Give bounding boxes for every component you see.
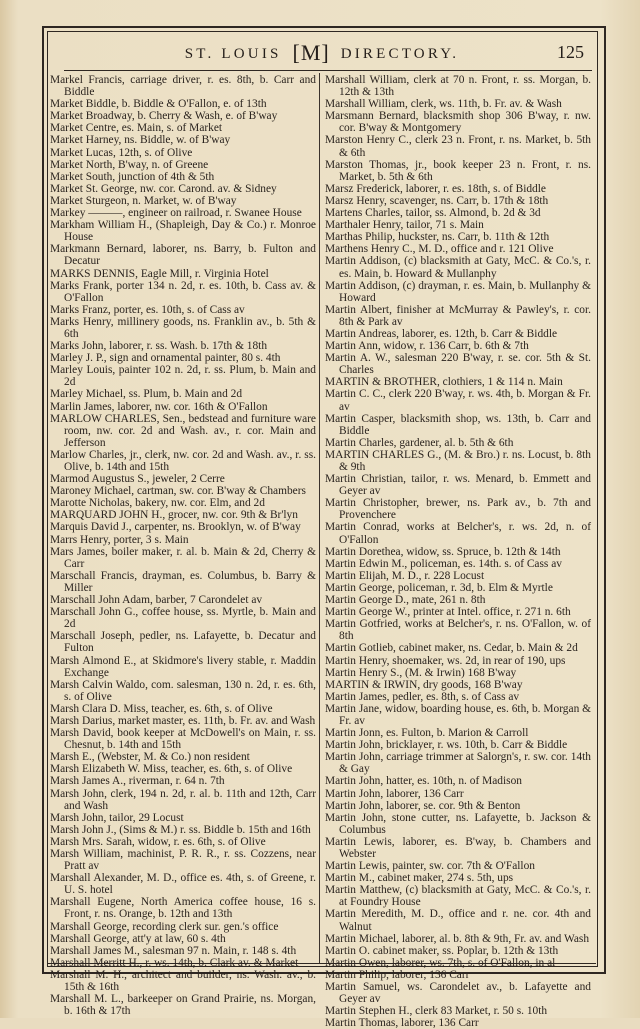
- directory-entry: Marsh William, machinist, P. R. R., r. ss. Cozzens, near Pratt av: [50, 848, 316, 873]
- directory-entry: Martin Edwin M., policeman, es. 14th. s. of Cass av: [325, 557, 562, 570]
- page-number: 125: [557, 42, 584, 62]
- directory-entry: Marshall William, clerk, ws. 11th, b. Fr. av. & Wash: [325, 98, 562, 111]
- directory-entry: Markey ———, engineer on railroad, r. Swanee House: [50, 207, 302, 220]
- directory-entry: Marshall Alexander, M. D., office es. 4th, s. of Greene, r. U. S. hotel: [50, 872, 316, 897]
- title-city: ST. LOUIS: [184, 46, 282, 62]
- directory-entry: Martin Meredith, M. D., office and r. ne. cor. 4th and Walnut: [325, 908, 591, 933]
- directory-entry: MARTIN CHARLES G., (M. & Bro.) r. ns. Locust, b. 8th & 9th: [325, 448, 591, 473]
- directory-entry: Martin Stephen H., clerk 83 Market, r. 50 s. 10th: [325, 1005, 548, 1018]
- directory-entry: Market Centre, es. Main, s. of Market: [50, 122, 223, 135]
- directory-entry: Marschall Francis, drayman, es. Columbus, b. Barry & Miller: [50, 569, 316, 594]
- directory-entry: Martin C. C., clerk 220 B'way, r. ws. 4th, b. Morgan & Fr. av: [325, 388, 591, 413]
- directory-entry: Marsh Almond E., at Skidmore's livery stable, r. Maddin Exchange: [50, 654, 316, 679]
- directory-entry: Marsz Frederick, laborer, r. es. 18th, s. of Biddle: [325, 182, 546, 195]
- directory-entry: Martin John, carriage trimmer at Salorgn's, r. sw. cor. 14th & Gay: [325, 751, 591, 776]
- directory-entry: Mars James, boiler maker, r. al. b. Main & 2d, Cherry & Carr: [50, 545, 316, 570]
- directory-entry: Martin A. W., salesman 220 B'way, r. se. cor. 5th & St. Charles: [325, 352, 591, 377]
- directory-entry: Marshall Merritt H., r. ws. 14th, b. Clark av. & Market: [50, 956, 299, 969]
- page-header: [48, 36, 596, 70]
- directory-entry: Marley Michael, ss. Plum, b. Main and 2d: [50, 388, 243, 401]
- directory-entry: Martin Addison, (c) drayman, r. es. Main, b. Mullanphy & Howard: [325, 279, 591, 304]
- directory-entry: Market Broadway, b. Cherry & Wash, e. of B'way: [50, 110, 278, 123]
- directory-entry: Martin Elijah, M. D., r. 228 Locust: [325, 569, 485, 582]
- directory-entry: Market St. George, nw. cor. Carond. av. & Sidney: [50, 182, 277, 195]
- directory-entry: Marshall M. L., barkeeper on Grand Prairie, ns. Morgan, b. 16th & 17th: [50, 993, 316, 1018]
- directory-entry: Marmod Augustus S., jeweler, 2 Cerre: [50, 473, 225, 486]
- header-rule: [64, 70, 592, 71]
- directory-entry: Market Lucas, 12th, s. of Olive: [50, 146, 193, 159]
- directory-entry: Markham William H., (Shapleigh, Day & Co.) r. Monroe House: [50, 219, 316, 244]
- directory-entry: Marshall Eugene, North America coffee house, 16 s. Front, r. ns. Orange, b. 12th and 13th: [50, 896, 316, 921]
- directory-entry: Market South, junction of 4th & 5th: [50, 170, 215, 183]
- directory-entry: Martin Lewis, painter, sw. cor. 7th & O'Fallon: [325, 860, 535, 873]
- directory-entry: Market Biddle, b. Biddle & O'Fallon, e. of 13th: [50, 98, 267, 111]
- directory-entry: Marsh Darius, market master, es. 11th, b. Fr. av. and Wash: [50, 714, 316, 727]
- directory-entry: Marthaler Henry, tailor, 71 s. Main: [325, 219, 484, 232]
- directory-entry: MARKS DENNIS, Eagle Mill, r. Virginia Hotel: [50, 267, 269, 280]
- directory-entry: Martin Matthew, (c) blacksmith at Gaty, McC. & Co.'s, r. at Foundry House: [325, 884, 591, 909]
- directory-entry: Martin Albert, finisher at McMurray & Pawley's, r. cor. 8th & Park av: [325, 303, 591, 328]
- directory-entry: Marks Franz, porter, es. 10th, s. of Cass av: [50, 303, 245, 316]
- directory-entry: Martens Charles, tailor, ss. Almond, b. 2d & 3d: [325, 207, 541, 220]
- directory-entry: Martin James, pedler, es. 8th, s. of Cass av: [325, 690, 520, 703]
- directory-entry: Marley Louis, painter 102 n. 2d, r. ss. Plum, b. Main and 2d: [50, 364, 316, 389]
- directory-entry: Martin Thomas, laborer, 136 Carr: [325, 1017, 479, 1029]
- directory-entry: Martin M., cabinet maker, 274 s. 5th, ups: [325, 872, 514, 885]
- directory-entry: Martin Henry S., (M. & Irwin) 168 B'way: [325, 666, 517, 679]
- directory-entry: Marsh John, tailor, 29 Locust: [50, 811, 184, 824]
- directory-entry: Martin John, laborer, 136 Carr: [325, 787, 464, 800]
- directory-entry: Martin Christopher, brewer, ns. Park av., b. 7th and Provenchere: [325, 497, 591, 522]
- directory-entry: Martin Michael, laborer, al. b. 8th & 9th, Fr. av. and Wash: [325, 932, 590, 945]
- directory-entry: Market Harney, ns. Biddle, w. of B'way: [50, 134, 231, 147]
- directory-entry: Martin Christian, tailor, r. ws. Menard, b. Emmett and Geyer av: [325, 473, 591, 498]
- directory-entry: Martin Addison, (c) blacksmith at Gaty, McC. & Co.'s, r. es. Main, b. Howard & Mullanphy: [325, 255, 591, 280]
- directory-entry: Marston Thomas, jr., book keeper 23 n. Front, r. ns. Market, b. 5th & 6th: [325, 158, 591, 183]
- directory-entry: Marsh John J., (Sims & M.) r. ss. Biddle b. 15th and 16th: [50, 823, 311, 836]
- directory-entry: Martin Henry, shoemaker, ws. 2d, in rear of 190, ups: [325, 654, 566, 667]
- directory-entry: Martin Casper, blacksmith shop, ws. 13th, b. Carr and Biddle: [325, 412, 591, 437]
- directory-entry: Marks John, laborer, r. ss. Wash. b. 17th & 18th: [50, 340, 268, 353]
- directory-entry: Markel Francis, carriage driver, r. es. 8th, b. Carr and Biddle: [50, 74, 316, 99]
- directory-entry: Market North, B'way, n. of Greene: [50, 158, 209, 171]
- directory-entry: Martin John, laborer, se. cor. 9th & Benton: [325, 799, 521, 812]
- directory-entry: Markmann Bernard, laborer, ns. Barry, b. Fulton and Decatur: [50, 243, 316, 268]
- directory-entry: Martin Dorethea, widow, ss. Spruce, b. 12th & 14th: [325, 545, 561, 558]
- title-section-letter: [M]: [292, 40, 330, 65]
- directory-entry: Marks Frank, porter 134 n. 2d, r. es. 10th, b. Cass av. & O'Fallon: [50, 279, 316, 304]
- directory-entry: Marotte Nicholas, bakery, nw. cor. Elm, and 2d: [50, 497, 265, 510]
- directory-entry: MARLOW CHARLES, Sen., bedstead and furniture ware room, nw. cor. 2d and Wash. av., r. cor. Main and Jefferson: [50, 412, 316, 449]
- directory-entry: Marrs Henry, porter, 3 s. Main: [50, 533, 189, 546]
- directory-entry: Martin Conrad, works at Belcher's, r. ws. 2d, n. of O'Fallon: [325, 521, 591, 546]
- directory-entry: Marsh Mrs. Sarah, widow, r. es. 6th, s. of Olive: [50, 835, 266, 848]
- directory-entry: Martin John, stone cutter, ns. Lafayette, b. Jackson & Columbus: [325, 811, 591, 836]
- directory-entry: Martin Philip, laborer, 136 Carr: [325, 968, 470, 981]
- directory-entry: Marschall John G., coffee house, ss. Myrtle, b. Main and 2d: [50, 606, 316, 631]
- left-column: [50, 74, 316, 1017]
- directory-entry: Marsz Henry, scavenger, ns. Carr, b. 17th & 18th: [325, 194, 549, 207]
- directory-entry: Marsh David, book keeper at McDowell's on Main, r. ss. Chesnut, b. 14th and 15th: [50, 727, 316, 752]
- directory-entry: Martin Gotfried, works at Belcher's, r. ns. O'Fallon, w. of 8th: [325, 618, 591, 643]
- bottom-rule: [48, 963, 596, 964]
- directory-entry: Martin Gotlieb, cabinet maker, ns. Cedar, b. Main & 2d: [325, 642, 578, 655]
- directory-entry: Marthens Henry C., M. D., office and r. 121 Olive: [325, 243, 554, 256]
- directory-entry: Market Sturgeon, n. Market, w. of B'way: [50, 194, 237, 207]
- running-title: [48, 40, 596, 66]
- column-divider: [319, 73, 320, 963]
- directory-entry: Marsh James A., riverman, r. 64 n. 7th: [50, 775, 225, 788]
- directory-entry: Marshall George, att'y at law, 60 s. 4th: [50, 932, 226, 945]
- directory-entry: Martin John, bricklayer, r. ws. 10th, b. Carr & Biddle: [325, 739, 568, 752]
- directory-entry: Martin Ann, widow, r. 136 Carr, b. 6th & 7th: [325, 340, 529, 353]
- directory-entry: Martin Jane, widow, boarding house, es. 6th, b. Morgan & Fr. av: [325, 702, 591, 727]
- directory-entry: Marsmann Bernard, blacksmith shop 306 B'way, r. nw. cor. B'way & Montgomery: [325, 110, 591, 135]
- directory-entry: Marlin James, laborer, nw. cor. 16th & O'Fallon: [50, 400, 268, 413]
- directory-entry: Martin Samuel, ws. Carondelet av., b. Lafayette and Geyer av: [325, 981, 591, 1006]
- directory-entry: Marsh Elizabeth W. Miss, teacher, es. 6th, s. of Olive: [50, 763, 293, 776]
- directory-entry: Martin Andreas, laborer, es. 12th, b. Carr & Biddle: [325, 327, 558, 340]
- directory-entry: Marsh Calvin Waldo, com. salesman, 130 n. 2d, r. es. 6th, s. of Olive: [50, 678, 316, 703]
- directory-entry: MARQUARD JOHN H., grocer, nw. cor. 9th & Br'lyn: [50, 509, 298, 522]
- directory-entry: Marquis David J., carpenter, ns. Brooklyn, w. of B'way: [50, 521, 301, 534]
- directory-entry: Marks Henry, millinery goods, ns. Franklin av., b. 5th & 6th: [50, 315, 316, 340]
- directory-entry: Marley J. P., sign and ornamental painter, 80 s. 4th: [50, 352, 281, 365]
- directory-entry: Martin Jonn, es. Fulton, b. Marion & Carroll: [325, 727, 529, 740]
- directory-entry: MARTIN & IRWIN, dry goods, 168 B'way: [325, 678, 523, 691]
- directory-entry: Marschall John Adam, barber, 7 Carondelet av: [50, 594, 263, 607]
- right-column: [325, 74, 591, 1029]
- directory-entry: MARTIN & BROTHER, clothiers, 1 & 114 n. Main: [325, 376, 563, 389]
- directory-entry: Martin George D., mate, 261 n. 8th: [325, 594, 486, 607]
- directory-entry: Martin John, hatter, es. 10th, n. of Madison: [325, 775, 522, 788]
- directory-entry: Martin Owen, laborer, ws. 7th, s. of O'Fallon, in al: [325, 956, 556, 969]
- directory-entry: Martin Charles, gardener, al. b. 5th & 6th: [325, 436, 514, 449]
- directory-entry: Marshall William, clerk at 70 n. Front, r. ss. Morgan, b. 12th & 13th: [325, 74, 591, 99]
- directory-entry: Marsh E., (Webster, M. & Co.) non resident: [50, 751, 250, 764]
- directory-entry: Martin George, policeman, r. 3d, b. Elm & Myrtle: [325, 581, 553, 594]
- directory-entry: Martin O. cabinet maker, ss. Poplar, b. 12th & 13th: [325, 944, 559, 957]
- directory-entry: Marsh John, clerk, 194 n. 2d, r. al. b. 11th and 12th, Carr and Wash: [50, 787, 316, 812]
- directory-entry: Marshall James M., salesman 97 n. Main, r. 148 s. 4th: [50, 944, 297, 957]
- directory-entry: Maroney Michael, cartman, sw. cor. B'way & Chambers: [50, 485, 306, 498]
- directory-entry: Marshall George, recording clerk sur. gen.'s office: [50, 920, 279, 933]
- directory-entry: Martin George W., printer at Intel. office, r. 271 n. 6th: [325, 606, 571, 619]
- directory-entry: Martin Lewis, laborer, es. B'way, b. Chambers and Webster: [325, 835, 591, 860]
- directory-entry: Marshall M. H., architect and builder, ns. Wash. av., b. 15th & 16th: [50, 968, 316, 994]
- directory-entry: Marthas Philip, huckster, ns. Carr, b. 11th & 12th: [325, 231, 550, 244]
- title-directory: DIRECTORY.: [340, 46, 460, 62]
- directory-entry: Marlow Charles, jr., clerk, nw. cor. 2d and Wash. av., r. ss. Olive, b. 14th and 15th: [50, 448, 316, 473]
- directory-entry: Marsh Clara D. Miss, teacher, es. 6th, s. of Olive: [50, 702, 273, 715]
- directory-entry: Marschall Joseph, pedler, ns. Lafayette, b. Decatur and Fulton: [50, 630, 316, 655]
- directory-entry: Marston Henry C., clerk 23 n. Front, r. ns. Market, b. 5th & 6th: [325, 134, 591, 159]
